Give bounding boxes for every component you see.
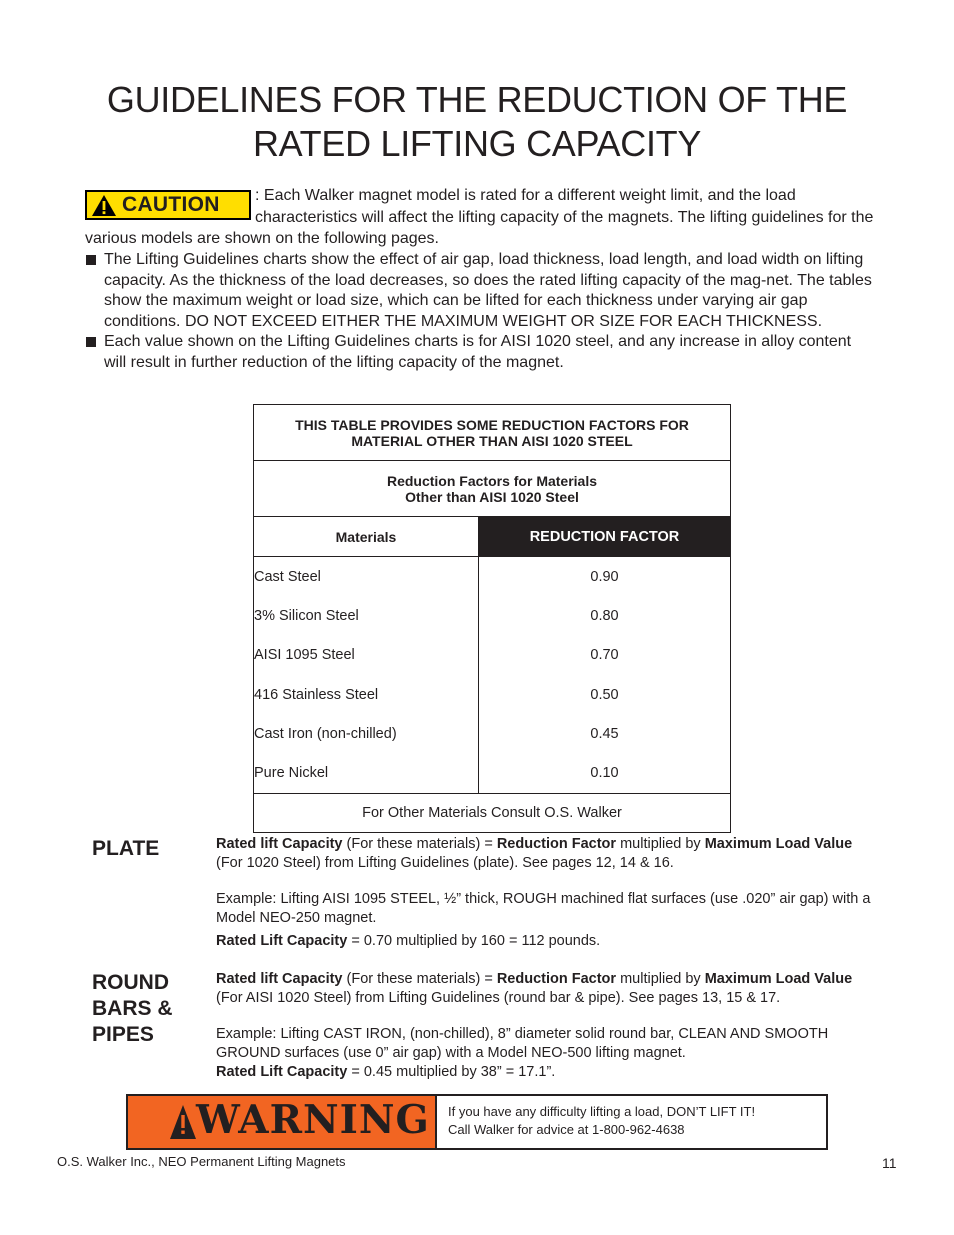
- plate-result: [216, 932, 880, 951]
- formula-bold-text: Rated lift Capacity: [216, 836, 343, 852]
- column-header-reduction-factor: REDUCTION FACTOR: [479, 517, 731, 557]
- page-title-line-1: GUIDELINES FOR THE REDUCTION OF THE: [106, 79, 848, 120]
- factor-cell: 0.10: [479, 753, 731, 793]
- material-cell: 3% Silicon Steel: [254, 596, 479, 635]
- table-footer: For Other Materials Consult O.S. Walker: [254, 793, 731, 832]
- formula-text: (For AISI 1020 Steel) from Lifting Guidelines (round bar & pipe). See pages 13, 15 & 17.: [216, 990, 781, 1006]
- factor-cell: 0.50: [479, 675, 731, 714]
- formula-text: (For these materials) =: [342, 971, 497, 987]
- round-bars-heading-line-3: PIPES: [92, 1023, 154, 1046]
- formula-text: multiplied by: [616, 836, 705, 852]
- round-bars-heading: [92, 970, 173, 1048]
- round-formula: [216, 970, 880, 1008]
- caution-badge: [85, 190, 251, 220]
- table-row: [254, 753, 731, 793]
- table-header-sub-line-2: Other than AISI 1020 Steel: [405, 488, 579, 505]
- page-number: 11: [882, 1155, 897, 1171]
- column-header-materials: Materials: [254, 517, 479, 557]
- result-bold-text: Rated Lift Capacity: [216, 1064, 348, 1080]
- plate-heading: PLATE: [92, 837, 160, 860]
- result-text: = 0.70 multiplied by 160 = 112 pounds.: [347, 933, 601, 949]
- table-header-main-line-2: MATERIAL OTHER THAN AISI 1020 STEEL: [351, 432, 633, 449]
- formula-bold-text: Maximum Load Value: [704, 836, 853, 852]
- footer-publisher: O.S. Walker Inc., NEO Permanent Lifting Magnets: [57, 1154, 346, 1169]
- table-row: [254, 557, 731, 597]
- reduction-factor-table: [253, 404, 731, 833]
- table-row: [254, 714, 731, 753]
- formula-text: (For 1020 Steel) from Lifting Guidelines (plate). See pages 12, 14 & 16.: [216, 855, 674, 871]
- warning-line-2: Call Walker for advice at 1-800-962-4638: [448, 1122, 685, 1137]
- formula-bold-text: Maximum Load Value: [704, 971, 853, 987]
- warning-box: [126, 1094, 828, 1150]
- page-title-line-2: RATED LIFTING CAPACITY: [252, 123, 702, 164]
- bullet-square-icon: [86, 255, 96, 265]
- material-cell: Cast Iron (non-chilled): [254, 714, 479, 753]
- warning-word: WARNING: [196, 1097, 430, 1143]
- warning-message: [437, 1096, 755, 1148]
- bullet-square-icon: [86, 337, 96, 347]
- material-cell: Pure Nickel: [254, 753, 479, 793]
- caution-label: CAUTION: [122, 193, 220, 216]
- round-bars-heading-line-1: ROUND: [92, 971, 169, 994]
- plate-formula: [216, 835, 880, 873]
- formula-text: (For these materials) =: [342, 836, 497, 852]
- plate-section: [216, 835, 880, 951]
- formula-text: multiplied by: [616, 971, 705, 987]
- factor-cell: 0.45: [479, 714, 731, 753]
- list-item: [85, 250, 875, 332]
- round-bars-section: [216, 970, 880, 1082]
- table-row: [254, 596, 731, 635]
- material-cell: AISI 1095 Steel: [254, 636, 479, 675]
- round-bars-heading-line-2: BARS &: [92, 997, 173, 1020]
- factor-cell: 0.90: [479, 557, 731, 597]
- formula-bold-text: Reduction Factor: [496, 836, 617, 852]
- formula-bold-text: Rated lift Capacity: [216, 971, 343, 987]
- bullet-text: Each value shown on the Lifting Guidelines charts is for AISI 1020 steel, and any increase in alloy content will result in further reduction of the lifting capacity of the magnet.: [104, 333, 852, 371]
- caution-text: : Each Walker magnet model is rated for a different weight limit, and the load characteristics will affect the lifting capacity of the magnets. The lifting guidelines for the various models are shown on the following pages.: [85, 187, 874, 247]
- round-example: Example: Lifting CAST IRON, (non-chilled), 8” diameter solid round bar, CLEAN AND SMOOTH GROUND surfaces (use 0” air gap) with a Model NEO-500 lifting magnet.: [216, 1026, 829, 1061]
- result-text: = 0.45 multiplied by 38” = 17.1”.: [347, 1064, 556, 1080]
- plate-example: Example: Lifting AISI 1095 STEEL, ½” thick, ROUGH machined flat surfaces (use .020” air gap) with a Model NEO-250 magnet.: [216, 891, 871, 926]
- material-cell: 416 Stainless Steel: [254, 675, 479, 714]
- page-title: [60, 78, 894, 166]
- factor-cell: 0.70: [479, 636, 731, 675]
- bullet-list: [85, 250, 875, 373]
- bullet-text: The Lifting Guidelines charts show the effect of air gap, load thickness, load length, and load width on lifting capacity. As the thickness of the load decreases, so does the rated lifting capacity of the mag-net. The tables show the maximum weight or load size, which can be lifted for each thickness under varying air gap conditions. DO NOT EXCEED EITHER THE MAXIMUM WEIGHT OR SIZE FOR EACH THICKNESS.: [104, 251, 872, 330]
- factor-cell: 0.80: [479, 596, 731, 635]
- list-item: [85, 332, 875, 373]
- table-row: [254, 675, 731, 714]
- material-cell: Cast Steel: [254, 557, 479, 597]
- round-result: [216, 1063, 880, 1082]
- warning-line-1: If you have any difficulty lifting a load, DON’T LIFT IT!: [448, 1104, 756, 1119]
- warning-label: [128, 1096, 437, 1148]
- table-header-main-line-1: THIS TABLE PROVIDES SOME REDUCTION FACTORS FOR: [295, 416, 689, 433]
- formula-bold-text: Reduction Factor: [496, 971, 617, 987]
- warning-triangle-icon: [169, 1104, 197, 1140]
- table-header-sub-line-1: Reduction Factors for Materials: [386, 472, 598, 489]
- warning-triangle-icon: [91, 194, 117, 217]
- table-row: [254, 636, 731, 675]
- result-bold-text: Rated Lift Capacity: [216, 933, 348, 949]
- table-header-main: [254, 405, 731, 461]
- table-header-sub: [254, 461, 731, 517]
